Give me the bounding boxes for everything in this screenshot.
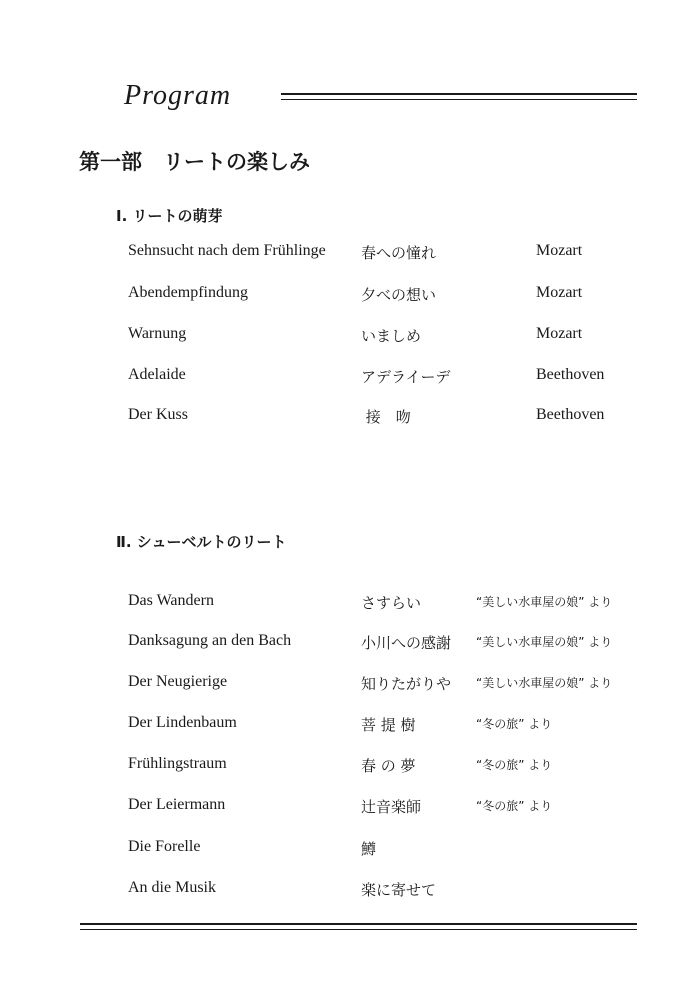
song-title: Adelaide xyxy=(128,366,186,383)
song-title: Frühlingstraum xyxy=(128,755,227,772)
japanese-title: アデライーデ xyxy=(361,368,451,386)
song-title: Der Kuss xyxy=(128,406,188,423)
source-cycle: “冬の旅” より xyxy=(476,799,553,813)
japanese-title: 小川への感謝 xyxy=(361,634,452,652)
program-item xyxy=(0,879,700,903)
composer: Mozart xyxy=(536,242,583,259)
section-2-heading: Ⅱ. シューベルトのリート xyxy=(116,533,287,551)
song-title: Abendempfindung xyxy=(128,284,248,301)
bottom-rule xyxy=(80,923,637,930)
song-title: Der Leiermann xyxy=(128,796,226,813)
japanese-title: 楽に寄せて xyxy=(361,881,437,899)
song-title: Warnung xyxy=(128,325,187,342)
program-item xyxy=(0,284,700,308)
japanese-title: さすらい xyxy=(361,594,422,612)
program-title: Program xyxy=(124,80,232,111)
program-item xyxy=(0,755,700,779)
japanese-title: 夕べの想い xyxy=(361,286,437,304)
song-title: Danksagung an den Bach xyxy=(128,632,292,649)
song-title: Das Wandern xyxy=(128,592,214,609)
composer: Beethoven xyxy=(536,366,605,383)
program-item xyxy=(0,673,700,697)
source-cycle: “美しい水車屋の娘” より xyxy=(476,635,613,649)
japanese-title: 春 の 夢 xyxy=(361,757,416,775)
program-item xyxy=(0,325,700,349)
source-cycle: “美しい水車屋の娘” より xyxy=(476,676,613,690)
program-item xyxy=(0,366,700,390)
program-item xyxy=(0,838,700,862)
part-heading: 第一部 リートの楽しみ xyxy=(79,150,310,174)
composer: Beethoven xyxy=(536,406,605,423)
composer: Mozart xyxy=(536,284,583,301)
program-item xyxy=(0,592,700,616)
song-title: Der Neugierige xyxy=(128,673,228,690)
composer: Mozart xyxy=(536,325,583,342)
source-cycle: “美しい水車屋の娘” より xyxy=(476,595,613,609)
song-title: Der Lindenbaum xyxy=(128,714,237,731)
japanese-title: 春への憧れ xyxy=(361,244,437,262)
japanese-title: 辻音楽師 xyxy=(361,798,422,816)
song-title: Sehnsucht nach dem Frühlinge xyxy=(128,242,326,259)
source-cycle: “冬の旅” より xyxy=(476,758,553,772)
japanese-title: 鱒 xyxy=(361,840,377,858)
japanese-title: 菩 提 樹 xyxy=(361,716,416,734)
japanese-title: 知りたがりや xyxy=(361,675,452,693)
section-1-heading: Ⅰ. リートの萌芽 xyxy=(116,207,223,225)
title-rule xyxy=(281,93,637,100)
program-item xyxy=(0,242,700,266)
song-title: An die Musik xyxy=(128,879,216,896)
source-cycle: “冬の旅” より xyxy=(476,717,553,731)
japanese-title: 接 吻 xyxy=(361,408,411,426)
song-title: Die Forelle xyxy=(128,838,201,855)
program-item xyxy=(0,714,700,738)
program-item xyxy=(0,632,700,656)
program-item xyxy=(0,796,700,820)
program-item xyxy=(0,406,700,430)
japanese-title: いましめ xyxy=(361,327,422,345)
